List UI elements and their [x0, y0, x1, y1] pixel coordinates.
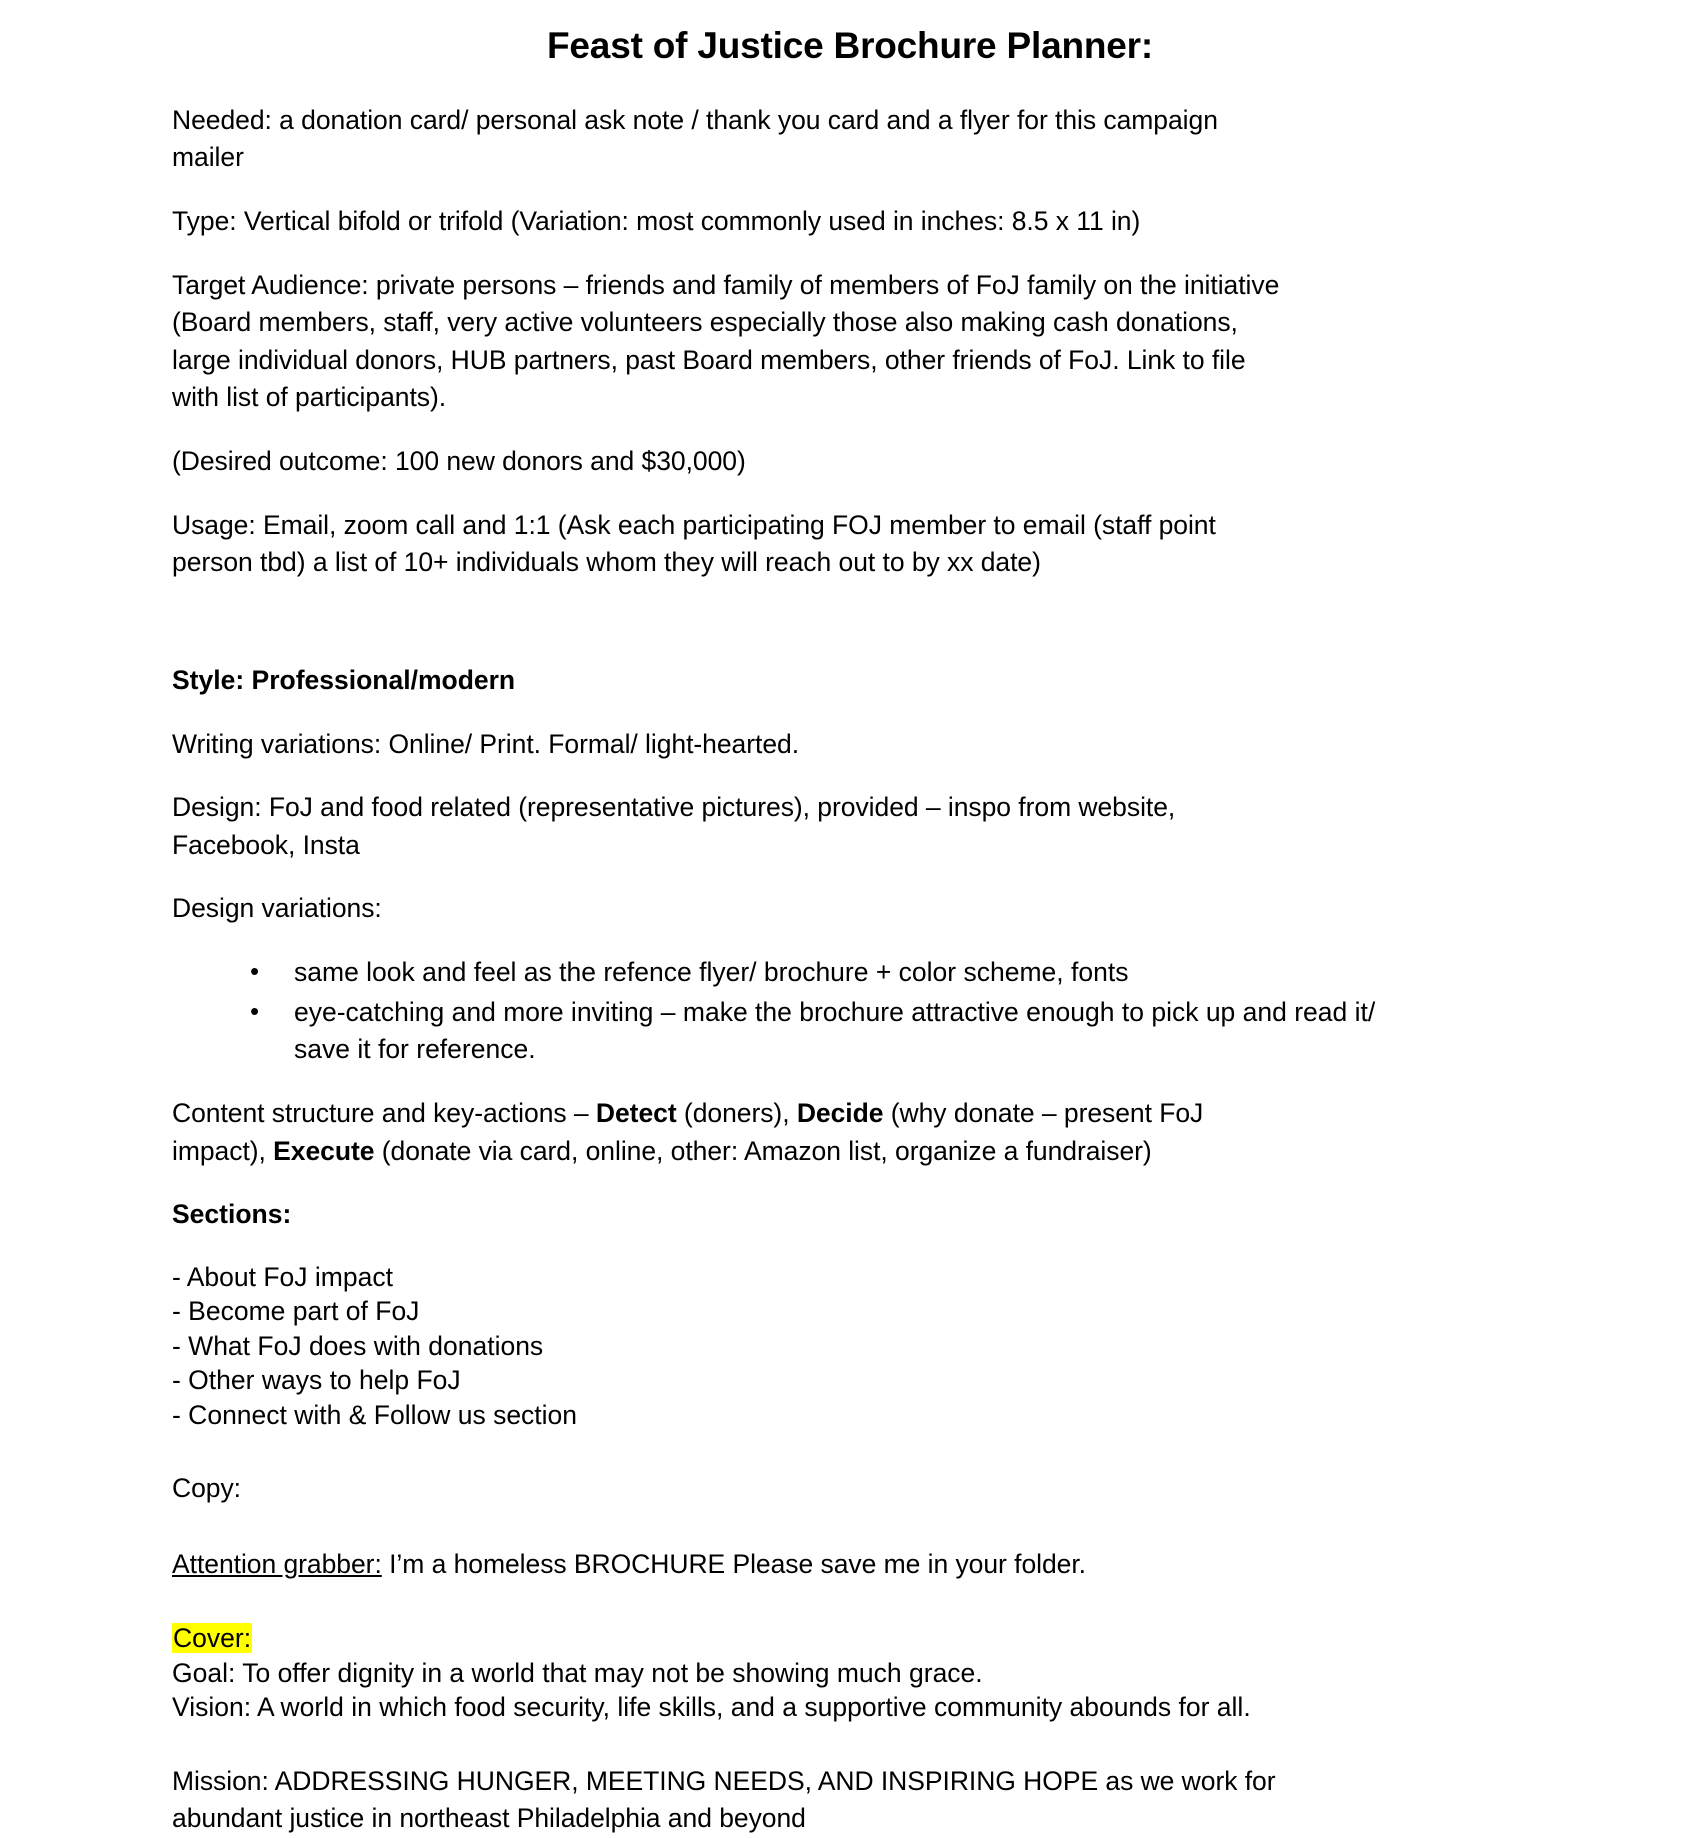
design-variations-list — [172, 954, 1430, 1069]
vision-line: Vision: A world in which food security, life skills, and a supportive community abounds for all. — [172, 1692, 1251, 1723]
target-audience-paragraph: Target Audience: private persons – friends and family of members of FoJ family on the initiative (Board members, staff, very active volunteers especially those also making cash donations, large individual donors, HUB partners, past Board members, other friends of FoJ. Link to file with list of participants). — [172, 269, 1280, 413]
design-paragraph: Design: FoJ and food related (representative pictures), provided – inspo from website, Facebook, Insta — [172, 792, 1176, 860]
cover-block — [172, 1621, 1528, 1724]
type-paragraph: Type: Vertical bifold or trifold (Variation: most commonly used in inches: 8.5 x 11 in) — [172, 205, 1141, 236]
needed-paragraph: Needed: a donation card/ personal ask note / thank you card and a flyer for this campaign mailer — [172, 104, 1218, 173]
keyword-execute: Execute — [273, 1135, 375, 1166]
copy-spacer — [172, 1508, 1528, 1546]
list-item: • eye-catching and more inviting – make the brochure attractive enough to pick up and read it/ save it for reference. — [250, 994, 1430, 1069]
attention-grabber-label: Attention grabber: — [172, 1548, 382, 1579]
list-item: - Other ways to help FoJ — [172, 1365, 461, 1396]
list-item: - Connect with & Follow us section — [172, 1399, 578, 1430]
sections-heading: Sections: — [172, 1199, 292, 1230]
content-structure-text-3: (why donate – present FoJ impact), — [172, 1097, 1204, 1166]
content-structure-text-2: (doners), — [676, 1097, 797, 1128]
content-structure-paragraph — [172, 1095, 1297, 1170]
keyword-decide: Decide — [796, 1097, 884, 1128]
section-spacer — [172, 608, 1528, 662]
attention-spacer — [172, 1583, 1528, 1621]
list-item: - About FoJ impact — [172, 1261, 393, 1292]
list-item: • same look and feel as the refence flyer/ brochure + color scheme, fonts — [250, 954, 1430, 992]
cover-label: Cover: — [173, 1623, 252, 1654]
keyword-detect: Detect — [595, 1097, 677, 1128]
copy-label: Copy: — [172, 1472, 241, 1503]
mission-paragraph: Mission: ADDRESSING HUNGER, MEETING NEEDS, AND INSPIRING HOPE as we work for abundant justice in northeast Philadelphia and beyond — [172, 1765, 1276, 1834]
style-heading: Style: Professional/modern — [172, 664, 516, 695]
sections-list — [172, 1260, 1528, 1432]
goal-line: Goal: To offer dignity in a world that may not be showing much grace. — [172, 1657, 983, 1688]
list-item: - Become part of FoJ — [172, 1296, 420, 1327]
cover-label-line — [172, 1621, 1528, 1655]
writing-variations-paragraph: Writing variations: Online/ Print. Formal/ light-hearted. — [172, 728, 800, 759]
attention-grabber-paragraph — [172, 1546, 1297, 1584]
attention-grabber-text: I’m a homeless BROCHURE Please save me in your folder. — [381, 1548, 1086, 1579]
design-variations-label: Design variations: — [172, 893, 382, 924]
list-spacer — [172, 1432, 1528, 1470]
list-item: - What FoJ does with donations — [172, 1330, 544, 1361]
mission-spacer — [172, 1725, 1528, 1763]
content-structure-text-1: Content structure and key-actions – — [172, 1097, 596, 1128]
desired-outcome-paragraph: (Desired outcome: 100 new donors and $30,000) — [172, 446, 746, 477]
content-structure-text-4: (donate via card, online, other: Amazon list, organize a fundraiser) — [374, 1135, 1152, 1166]
page-title: Feast of Justice Brochure Planner: — [547, 25, 1153, 66]
usage-paragraph: Usage: Email, zoom call and 1:1 (Ask each participating FOJ member to email (staff point person tbd) a list of 10+ individuals whom they will reach out to by xx date) — [172, 509, 1216, 578]
